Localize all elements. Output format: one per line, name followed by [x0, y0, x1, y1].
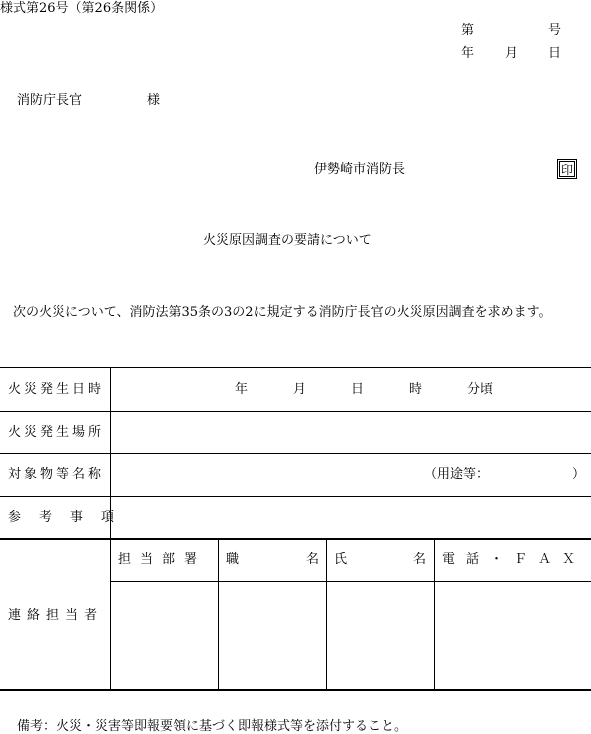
col-header-phone-fax: 電話・ＦＡＸ — [442, 552, 587, 567]
addressee-name: 消防庁長官 — [17, 93, 83, 108]
datetime-day-label: 日 — [351, 382, 365, 397]
row-divider — [0, 496, 591, 497]
usage-open-label: （用途等： — [424, 467, 490, 482]
contact-header-divider — [110, 581, 591, 582]
row-divider — [0, 411, 591, 412]
col-header-title-tail: 名 — [306, 552, 320, 567]
col-header-title-head: 職 — [226, 552, 240, 567]
addressee-honorific: 様 — [147, 93, 161, 108]
row-label-target-name: 対象物等名称 — [8, 467, 105, 482]
contact-column-divider — [326, 539, 327, 690]
document-number-prefix: 第 — [461, 23, 475, 38]
row-divider — [0, 538, 591, 540]
contact-column-divider — [434, 539, 435, 690]
row-label-fire-datetime: 火災発生日時 — [8, 382, 105, 397]
datetime-hour-label: 時 — [409, 382, 423, 397]
sender-name: 伊勢崎市消防長 — [314, 162, 406, 177]
datetime-month-label: 月 — [293, 382, 307, 397]
col-header-name-head: 氏 — [334, 552, 348, 567]
date-year-label: 年 — [461, 46, 475, 61]
date-month-label: 月 — [505, 46, 519, 61]
contact-person-label: 連絡担当者 — [8, 608, 104, 623]
document-number-suffix: 号 — [548, 23, 562, 38]
row-divider — [0, 453, 591, 454]
seal-mark: 印 — [557, 159, 577, 179]
form-label: 様式第26号（第26条関係） — [0, 1, 164, 16]
body-text: 次の火災について、消防法第35条の3の2に規定する消防庁長官の火災原因調査を求めます。 — [13, 305, 552, 320]
date-day-label: 日 — [548, 46, 562, 61]
row-label-reference: 参考事項 — [8, 510, 133, 525]
datetime-year-label: 年 — [235, 382, 249, 397]
footer-note: 備考：火災・災害等即報要領に基づく即報様式等を添付すること。 — [17, 719, 408, 734]
datetime-minute-label: 分頃 — [467, 382, 494, 397]
contact-column-divider — [218, 539, 219, 690]
row-label-fire-location: 火災発生場所 — [8, 425, 105, 440]
label-column-divider — [110, 368, 111, 690]
request-table — [0, 367, 591, 691]
document-title: 火災原因調査の要請について — [203, 233, 372, 248]
col-header-department: 担当部署 — [118, 552, 207, 567]
usage-close-label: ） — [572, 467, 586, 482]
col-header-name-tail: 名 — [413, 552, 427, 567]
